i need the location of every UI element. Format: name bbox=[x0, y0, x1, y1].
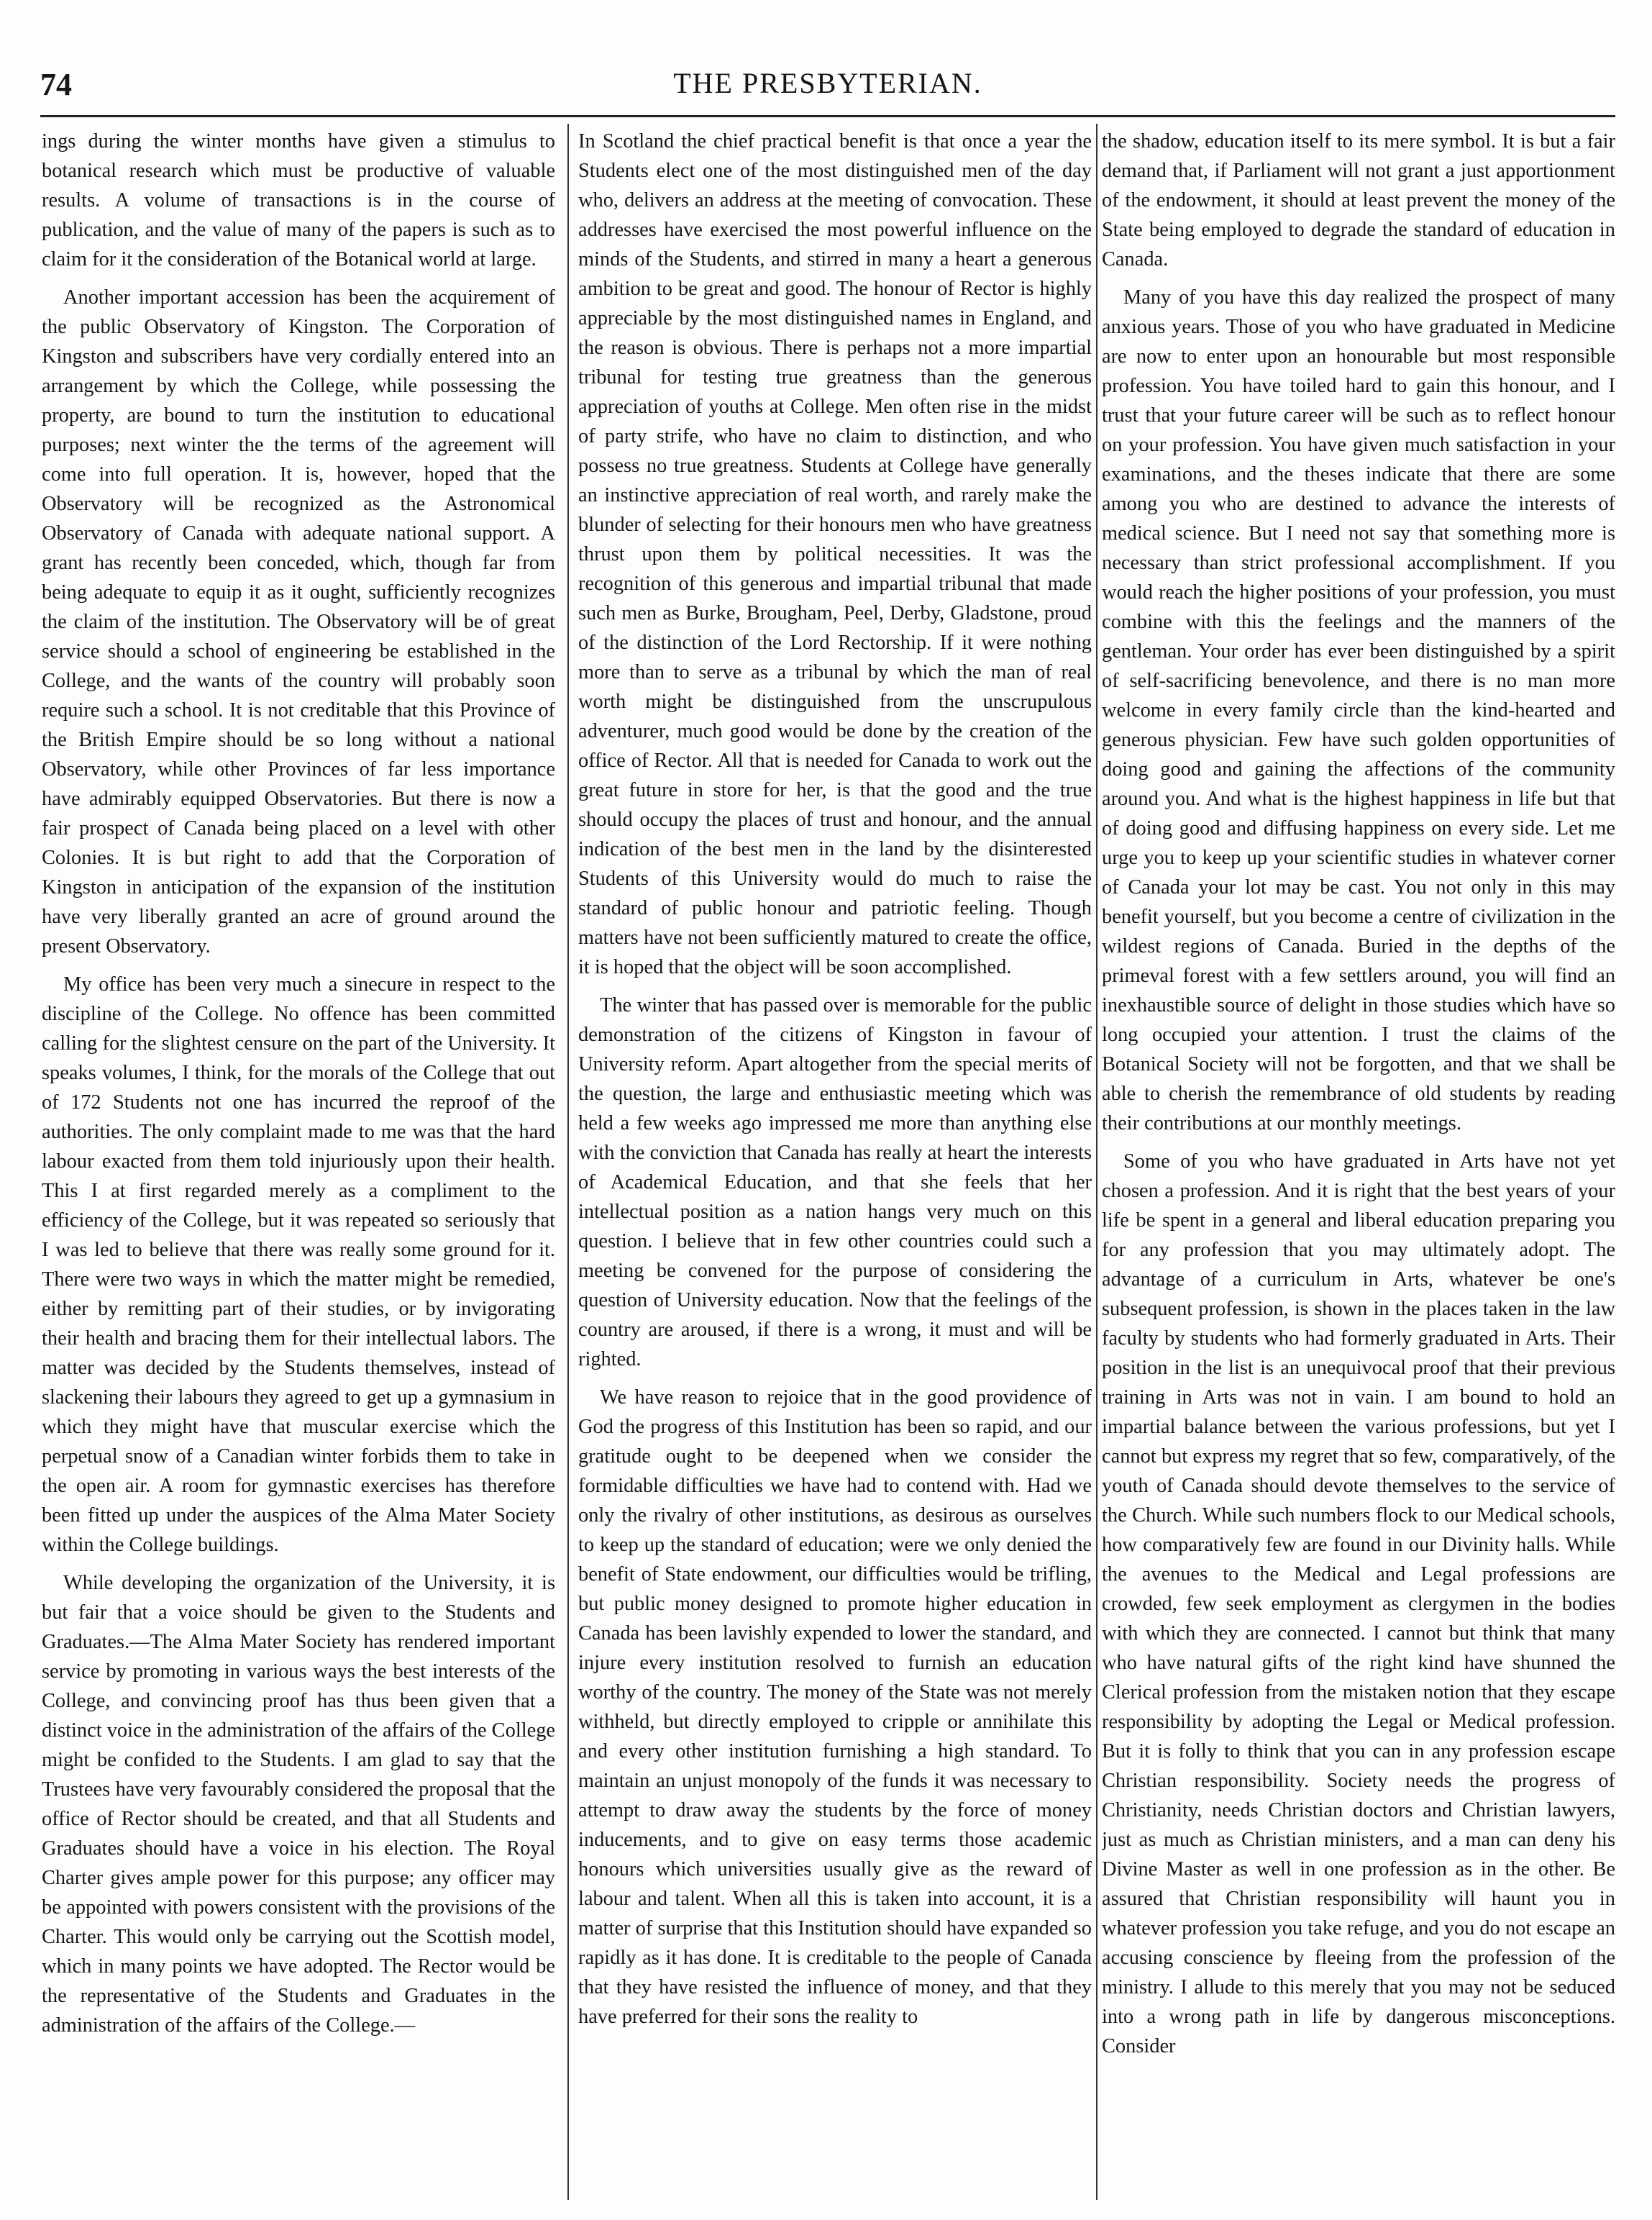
column-divider bbox=[567, 124, 569, 2200]
masthead bbox=[40, 66, 1615, 102]
paragraph: ings during the winter months have given a stimulus to botanical research which must be productive of valuable results. A volume of transactions is in the course of publication, and the value of many of the papers is such as to claim for it the consideration of the Botanical world at large. bbox=[42, 130, 555, 270]
running-title: THE PRESBYTERIAN. bbox=[673, 67, 982, 99]
paragraph: Many of you have this day realized the prospect of many anxious years. Those of you who have graduated in Medicine are now to enter upon an honourable but most responsible profession. You have toiled hard to gain this honour, and I trust that your future career will be such as to reflect honour on your profession. You have given much satisfaction in your examinations, and the theses indicate that there are some among you who are destined to advance the interests of medical science. But I need not say that something more is necessary than strict professional accomplishment. If you would reach the higher positions of your profession, you must combine with this the feelings and the manners of the gentleman. Your order has ever been distinguished by a spirit of self-sacrificing benevolence, and there is no man more welcome in every family circle than the kind-hearted and generous physician. Few have such golden opportunities of doing good and gaining the affections of the community around you. And what is the highest happiness in life but that of doing good and diffusing happiness on every side. Let me urge you to keep up your scientific studies in whatever corner of Canada your lot may be cast. You not only in this may benefit yourself, but you become a centre of civilization in the wildest regions of Canada. Buried in the depths of the primeval forest with a few settlers around, you will find an inexhaustible source of delight in those studies which have so long occupied your attention. I trust the claims of the Botanical Society will not be forgotten, and that we shall be able to cherish the remembrance of old students by reading their contributions at our monthly meetings. bbox=[1102, 286, 1615, 1134]
column-2 bbox=[578, 127, 1092, 2196]
column-divider bbox=[1096, 124, 1097, 2200]
page-number: 74 bbox=[40, 67, 72, 102]
paragraph: Some of you who have graduated in Arts have not yet chosen a profession. And it is right that the best years of your life be spent in a general and liberal education preparing you for any profession that you may ultimately adopt. The advantage of a curriculum in Arts, whatever be one's subsequent profession, is shown in the places taken in the law faculty by students who had formerly graduated in Arts. Their position in the list is an unequivocal proof that their previous training in Arts was not in vain. I am bound to hold an impartial balance between the various professions, but yet I cannot but express my regret that so few, comparatively, of the youth of Canada should devote themselves to the service of the Church. While such numbers flock to our Medical schools, how comparatively few are found in our Divinity halls. While the avenues to the Medical and Legal professions are crowded, few seek employment as clergymen in the bodies with which they are connected. I cannot but think that many who have natural gifts of the right kind have shunned the Clerical profession from the mistaken notion that they escape responsibility by adopting the Legal or Medical profession. But it is folly to think that you can in any profession escape Christian responsibility. Society needs the progress of Christianity, needs Christian doctors and Christian lawyers, just as much as Christian ministers, and a man can deny his Divine Master as well in one profession as in the other. Be assured that Christian responsibility will haunt you in whatever profession you take refuge, and you do not escape an accusing conscience by fleeing from the profession of the ministry. I allude to this merely that you may not be seduced into a wrong path in life by dangerous misconceptions. Consider bbox=[1102, 1150, 1615, 2057]
paragraph: My office has been very much a sinecure in respect to the discipline of the College. No offence has been committed calling for the slightest censure on the part of the University. It speaks volumes, I think, for the morals of the College that out of 172 Students not one has incurred the reproof of the authorities. The only complaint made to me was that the hard labour exacted from them told injuriously upon their health. This I at first regarded merely as a compliment to the efficiency of the College, but it was repeated so seriously that I was led to believe that there was really some ground for it. There were two ways in which the matter might be remedied, either by remitting part of their studies, or by invigorating their health and bracing them for their intellectual labors. The matter was decided by the Students themselves, instead of slackening their labours they agreed to get up a gymnasium in which they might have that muscular exercise which the perpetual snow of a Canadian winter forbids them to take in the open air. A room for gymnastic exercises has therefore been fitted up under the auspices of the Alma Mater Society within the College buildings. bbox=[42, 973, 555, 1556]
paragraph: the shadow, education itself to its mere symbol. It is but a fair demand that, if Parliament will not grant a just apportionment of the endowment, it should at least prevent the money of the State being employed to degrade the standard of education in Canada. bbox=[1102, 130, 1615, 270]
header-rule bbox=[40, 115, 1615, 117]
column-3 bbox=[1102, 127, 1615, 2196]
paragraph: We have reason to rejoice that in the good providence of God the progress of this Institution has been so rapid, and our gratitude ought to be deepened when we consider the formidable difficulties we have had to contend with. Had we only the rivalry of other institutions, as desirous as ourselves to keep up the standard of education; were we only denied the benefit of State endowment, our difficulties would be trifling, but public money designed to promote higher education in Canada has been lavishly expended to lower the standard, and injure every institution resolved to furnish an education worthy of the country. The money of the State was not merely withheld, but directly employed to cripple or annihilate this and every other institution furnishing a high standard. To maintain an unjust monopoly of the funds it was necessary to attempt to draw away the students by the force of money inducements, and to give on easy terms those academic honours which universities usually give as the reward of labour and talent. When all this is taken into account, it is a matter of surprise that this Institution should have expanded so rapidly as it has done. It is creditable to the people of Canada that they have resisted the influence of money, and that they have preferred for their sons the reality to bbox=[578, 1386, 1092, 2028]
paragraph: While developing the organization of the University, it is but fair that a voice should be given to the Students and Graduates.—The Alma Mater Society has rendered important service by promoting in various ways the best interests of the College, and convincing proof has thus been given that a distinct voice in the administration of the affairs of the College might be confided to the Students. I am glad to say that the Trustees have very favourably considered the proposal that the office of Rector should be created, and that all Students and Graduates should have a voice in his election. The Royal Charter gives ample power for this purpose; any officer may be appointed with powers consistent with the provisions of the Charter. This would only be carrying out the Scottish model, which in many points we have adopted. The Rector would be the representative of the Students and Graduates in the administration of the affairs of the College.— bbox=[42, 1572, 555, 2037]
paragraph: In Scotland the chief practical benefit is that once a year the Students elect one of the most distinguished men of the day who, delivers an address at the meeting of convocation. These addresses have exercised the most powerful influence on the minds of the Students, and stirred in many a heart a generous ambition to be great and good. The honour of Rector is highly appreciable by the most distinguished names in England, and the reason is obvious. There is perhaps not a more impartial tribunal for testing true greatness than the generous appreciation of youths at College. Men often rise in the midst of party strife, who have no claim to distinction, and who possess no true greatness. Students at College have generally an instinctive appreciation of real worth, and rarely make the blunder of selecting for their honours men who have greatness thrust upon them by political necessities. It was the recognition of this generous and impartial tribunal that made such men as Burke, Brougham, Peel, Derby, Gladstone, proud of the distinction of the Lord Rectorship. If it were nothing more than to serve as a tribunal by which the man of real worth might be distinguished from the unscrupulous adventurer, much good would be done by the creation of the office of Rector. All that is needed for Canada to work out the great future in store for her, is that the good and the true should occupy the places of trust and honour, and the annual indication of the best men in the land by the disinterested Students of this University would do much to raise the standard of public honour and patriotic feeling. Though matters have not been sufficiently matured to create the office, it is hoped that the object will be soon accomplished. bbox=[578, 130, 1092, 978]
column-1 bbox=[42, 127, 555, 2196]
paragraph: The winter that has passed over is memorable for the public demonstration of the citizens of Kingston in favour of University reform. Apart altogether from the special merits of the question, the large and enthusiastic meeting which was held a few weeks ago impressed me more than anything else with the conviction that Canada has really at heart the interests of Academical Education, and that she feels that her intellectual position as a nation hangs very much on this question. I believe that in few other countries could such a meeting be convened for the purpose of considering the question of University education. Now that the feelings of the country are aroused, if there is a wrong, it must and will be righted. bbox=[578, 994, 1092, 1370]
paragraph: Another important accession has been the acquirement of the public Observatory of Kingston. The Corporation of Kingston and subscribers have very cordially entered into an arrangement by which the College, while possessing the property, are bound to turn the institution to educational purposes; next winter the the terms of the agreement will come into full operation. It is, however, hoped that the Observatory will be recognized as the Astronomical Observatory of Canada with adequate national support. A grant has recently been conceded, which, though far from being adequate to equip it as it ought, sufficiently recognizes the claim of the institution. The Observatory will be of great service should a school of engineering be established in the College, and the wants of the country will probably soon require such a school. It is not creditable that this Province of the British Empire should be so long without a national Observatory, while other Provinces of far less importance have admirably equipped Observatories. But there is now a fair prospect of Canada being placed on a level with other Colonies. It is but right to add that the Corporation of Kingston in anticipation of the expansion of the institution have very liberally granted an acre of ground around the present Observatory. bbox=[42, 286, 555, 957]
